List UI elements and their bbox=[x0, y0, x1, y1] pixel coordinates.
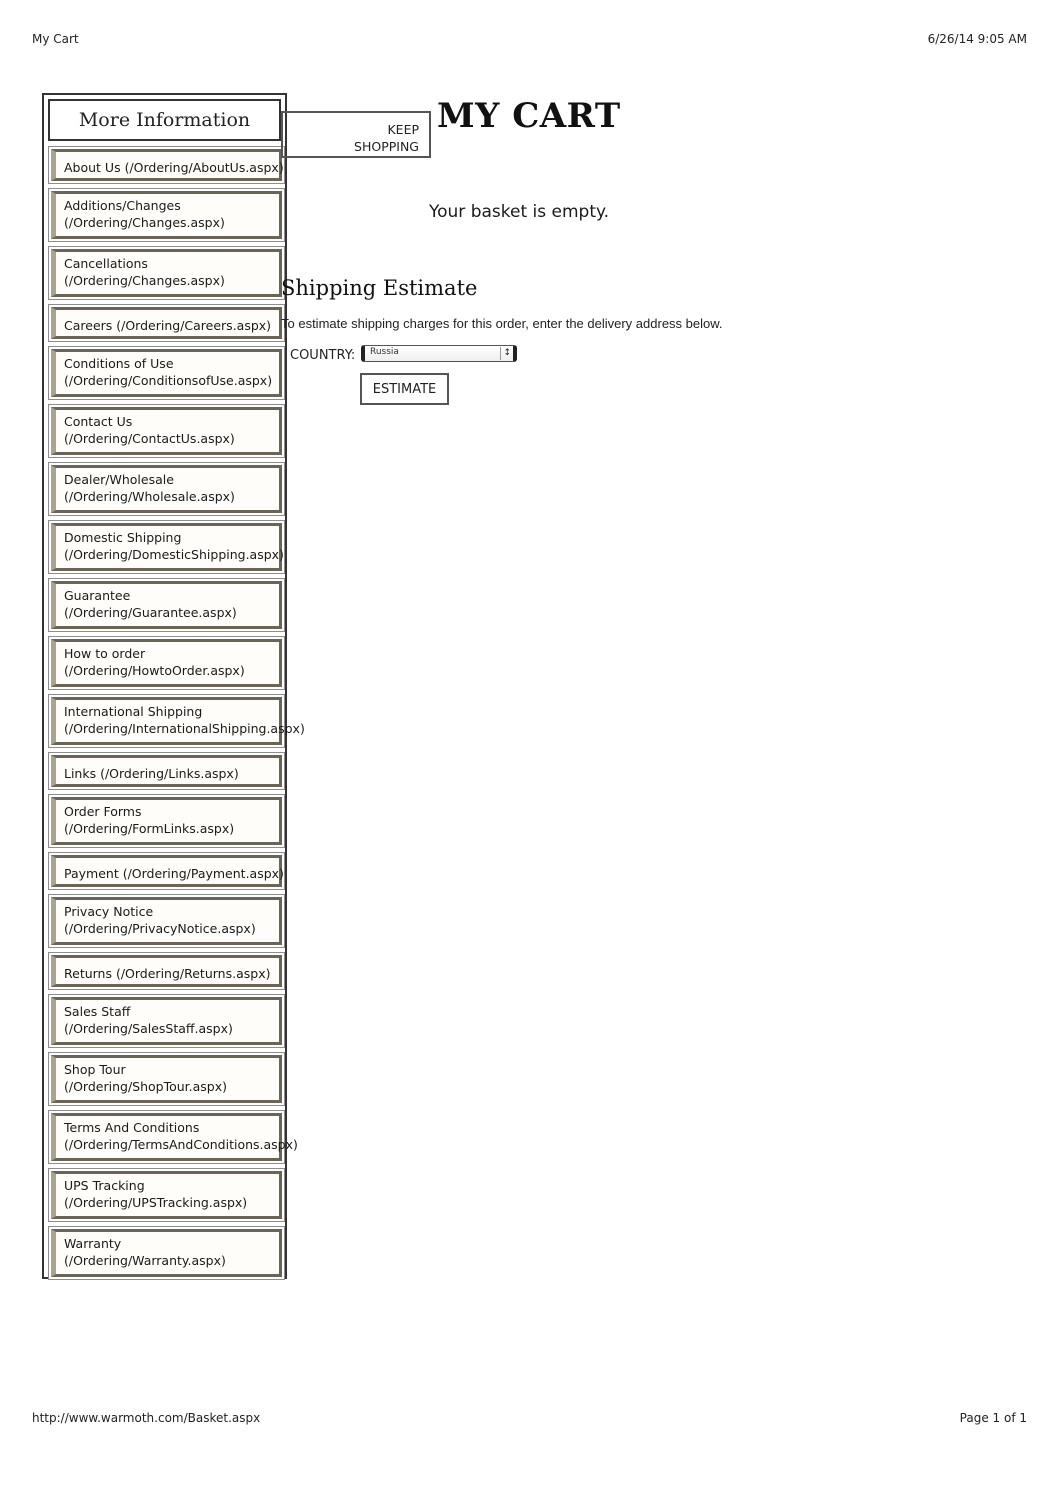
sidebar-nav-item[interactable] bbox=[48, 794, 285, 848]
keep-shopping-label-line1: KEEP bbox=[387, 122, 419, 137]
sidebar-nav-item[interactable] bbox=[48, 752, 285, 790]
sidebar-nav-label: Contact Us bbox=[64, 414, 133, 429]
sidebar-nav-item[interactable] bbox=[48, 346, 285, 400]
sidebar-nav-path: (/Ordering/FormLinks.aspx) bbox=[64, 821, 235, 836]
sidebar-nav-path: (/Ordering/DomesticShipping.aspx) bbox=[64, 547, 284, 562]
sidebar-nav-label: Shop Tour bbox=[64, 1062, 126, 1077]
sidebar-nav-link[interactable] bbox=[51, 249, 282, 297]
sidebar-nav-path: (/Ordering/SalesStaff.aspx) bbox=[64, 1021, 233, 1036]
sidebar-nav-path: (/Ordering/ShopTour.aspx) bbox=[64, 1079, 228, 1094]
sidebar-nav-link[interactable] bbox=[51, 955, 282, 987]
select-divider bbox=[500, 347, 501, 360]
sidebar-nav-path: (/Ordering/ContactUs.aspx) bbox=[64, 431, 235, 446]
sidebar-nav-item[interactable] bbox=[48, 188, 285, 242]
sidebar-nav-item[interactable] bbox=[48, 636, 285, 690]
sidebar-nav-item[interactable] bbox=[48, 952, 285, 990]
sidebar-nav-path: (/Ordering/HowtoOrder.aspx) bbox=[64, 663, 245, 678]
sidebar-nav-item[interactable] bbox=[48, 852, 285, 890]
sidebar-nav-item[interactable] bbox=[48, 1052, 285, 1106]
sidebar-nav-label: Privacy Notice bbox=[64, 904, 154, 919]
sidebar-nav-path: (/Ordering/TermsAndConditions.aspx) bbox=[64, 1137, 298, 1152]
sidebar-title: More Information bbox=[48, 99, 281, 141]
country-select-value: Russia bbox=[370, 347, 399, 357]
sidebar-nav-link[interactable] bbox=[51, 407, 282, 455]
sidebar-nav-label: Order Forms bbox=[64, 804, 142, 819]
sidebar-nav-label: Additions/Changes bbox=[64, 198, 181, 213]
keep-shopping-button[interactable] bbox=[281, 111, 431, 158]
sidebar-nav-label: Terms And Conditions bbox=[64, 1120, 200, 1135]
shipping-estimate-heading: Shipping Estimate bbox=[281, 276, 478, 300]
empty-basket-message: Your basket is empty. bbox=[429, 202, 610, 222]
sidebar-nav-link[interactable] bbox=[51, 1229, 282, 1277]
sidebar-nav-link[interactable] bbox=[51, 307, 282, 339]
sidebar-more-information bbox=[42, 93, 305, 1279]
sidebar-nav-label: Sales Staff bbox=[64, 1004, 131, 1019]
sidebar-nav-link[interactable] bbox=[51, 465, 282, 513]
sidebar-nav-path: (/Ordering/InternationalShipping.aspx) bbox=[64, 721, 305, 736]
sidebar-nav-item[interactable] bbox=[48, 894, 285, 948]
sidebar-nav-link[interactable] bbox=[51, 897, 282, 945]
sidebar-nav-item[interactable] bbox=[48, 246, 285, 300]
sidebar-nav-label: Careers (/Ordering/Careers.aspx) bbox=[64, 318, 272, 333]
page-title: MY CART bbox=[437, 96, 621, 136]
sidebar-nav-link[interactable] bbox=[51, 581, 282, 629]
sidebar-nav-item[interactable] bbox=[48, 578, 285, 632]
sidebar-nav-item[interactable] bbox=[48, 1168, 285, 1222]
sidebar-nav-path: (/Ordering/UPSTracking.aspx) bbox=[64, 1195, 248, 1210]
sidebar-nav-label: Domestic Shipping bbox=[64, 530, 182, 545]
sidebar-nav-path: (/Ordering/Changes.aspx) bbox=[64, 273, 225, 288]
sidebar-nav-link[interactable] bbox=[51, 149, 282, 181]
sidebar-nav-item[interactable] bbox=[48, 1110, 298, 1164]
sidebar-nav-path: (/Ordering/Guarantee.aspx) bbox=[64, 605, 237, 620]
sidebar-nav-label: Links (/Ordering/Links.aspx) bbox=[64, 766, 239, 781]
sidebar-nav-label: About Us (/Ordering/AboutUs.aspx) bbox=[64, 160, 284, 175]
sidebar-nav-label: UPS Tracking bbox=[64, 1178, 145, 1193]
sidebar-nav-item[interactable] bbox=[48, 304, 285, 342]
sidebar-nav-link[interactable] bbox=[51, 1113, 298, 1161]
sidebar-nav-path: (/Ordering/ConditionsofUse.aspx) bbox=[64, 373, 273, 388]
shipping-estimate-description: To estimate shipping charges for this order, enter the delivery address below. bbox=[281, 316, 723, 331]
print-footer-url: http://www.warmoth.com/Basket.aspx bbox=[32, 1411, 261, 1425]
sidebar-nav-link[interactable] bbox=[51, 523, 282, 571]
sidebar-nav-item[interactable] bbox=[48, 520, 285, 574]
sidebar-nav-link[interactable] bbox=[51, 797, 282, 845]
sidebar-nav-item[interactable] bbox=[48, 694, 305, 748]
sidebar-nav-path: (/Ordering/Wholesale.aspx) bbox=[64, 489, 235, 504]
print-header-title: My Cart bbox=[32, 32, 79, 46]
sidebar-nav-link[interactable] bbox=[51, 639, 282, 687]
sidebar-nav-link[interactable] bbox=[51, 1171, 282, 1219]
estimate-button[interactable]: ESTIMATE bbox=[360, 373, 449, 405]
sidebar-nav-label: Cancellations bbox=[64, 256, 148, 271]
sidebar-nav-item[interactable] bbox=[48, 1226, 285, 1280]
sidebar-nav-item[interactable] bbox=[48, 462, 285, 516]
sidebar-nav-link[interactable] bbox=[51, 191, 282, 239]
sidebar-nav-link[interactable] bbox=[51, 1055, 282, 1103]
sidebar-nav-path: (/Ordering/Changes.aspx) bbox=[64, 215, 225, 230]
country-label: COUNTRY: bbox=[290, 348, 356, 363]
print-header-datetime: 6/26/14 9:05 AM bbox=[927, 32, 1027, 46]
sidebar-nav-label: International Shipping bbox=[64, 704, 203, 719]
sidebar-nav-label: How to order bbox=[64, 646, 146, 661]
sidebar-nav-link[interactable] bbox=[51, 349, 282, 397]
keep-shopping-label-line2: SHOPPING bbox=[354, 139, 419, 154]
sidebar-nav-label: Returns (/Ordering/Returns.aspx) bbox=[64, 966, 271, 981]
sidebar-nav-link[interactable] bbox=[51, 755, 282, 787]
select-updown-arrows-icon: ↕ bbox=[503, 348, 511, 358]
sidebar-nav-label: Dealer/Wholesale bbox=[64, 472, 174, 487]
sidebar-nav-path: (/Ordering/Warranty.aspx) bbox=[64, 1253, 226, 1268]
sidebar-nav-path: (/Ordering/PrivacyNotice.aspx) bbox=[64, 921, 256, 936]
sidebar-nav-label: Conditions of Use bbox=[64, 356, 174, 371]
sidebar-nav-link[interactable] bbox=[51, 697, 305, 745]
sidebar-nav-item[interactable] bbox=[48, 146, 285, 184]
sidebar-nav-item[interactable] bbox=[48, 404, 285, 458]
country-select[interactable] bbox=[361, 345, 517, 362]
sidebar-nav-label: Warranty bbox=[64, 1236, 122, 1251]
sidebar-nav-label: Payment (/Ordering/Payment.aspx) bbox=[64, 866, 284, 881]
sidebar-nav-link[interactable] bbox=[51, 997, 282, 1045]
sidebar-nav-label: Guarantee bbox=[64, 588, 131, 603]
print-footer-page: Page 1 of 1 bbox=[959, 1411, 1027, 1425]
sidebar-nav-link[interactable] bbox=[51, 855, 282, 887]
sidebar-nav-item[interactable] bbox=[48, 994, 285, 1048]
